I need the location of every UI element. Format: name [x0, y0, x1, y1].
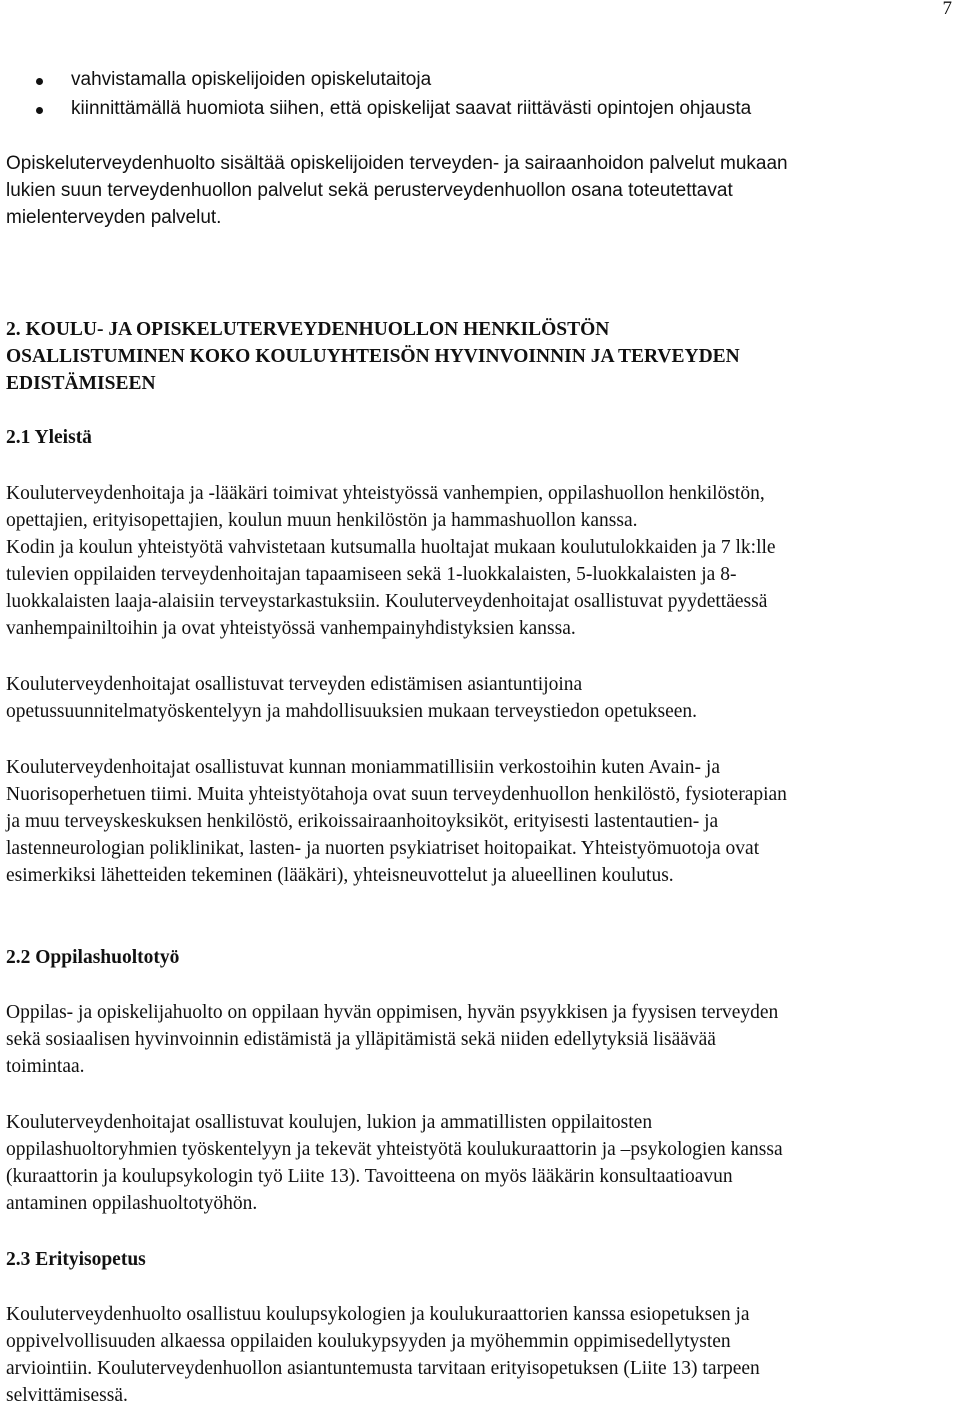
section-2-2-paragraph-1	[6, 999, 956, 1080]
section-2-1-paragraph-1	[6, 480, 956, 642]
bullet-dot-icon	[36, 78, 43, 85]
text-line: Kouluterveydenhoitajat osallistuvat kunnan moniammatillisiin verkostoihin kuten Avain- ja	[6, 757, 720, 778]
text-line: sekä sosiaalisen hyvinvoinnin edistämistä ja ylläpitämistä sekä niiden edellytyksiä lisäävää	[6, 1029, 716, 1050]
text-line: arviointiin. Kouluterveydenhuollon asiantuntemusta tarvitaan erityisopetuksen (Liite 13) tarpeen	[6, 1358, 760, 1379]
section-2-2-heading	[6, 944, 956, 971]
text-line: opetussuunnitelmatyöskentelyyn ja mahdollisuuksien mukaan terveystiedon opetukseen.	[6, 701, 698, 722]
text-line: tulevien oppilaiden terveydenhoitajan tapaamiseen sekä 1-luokkalaisten, 5-luokkalaisten ja 8-	[6, 564, 737, 585]
text-line: selvittämisessä.	[6, 1385, 128, 1406]
text-line: Kouluterveydenhoitajat osallistuvat terveyden edistämisen asiantuntijoina	[6, 674, 583, 695]
bullet-dot-icon	[36, 107, 43, 114]
text-line: Opiskeluterveydenhuolto sisältää opiskelijoiden terveyden- ja sairaanhoidon palvelut mukaan	[6, 153, 788, 174]
text-line: toimintaa.	[6, 1056, 85, 1077]
heading-line: EDISTÄMISEEN	[6, 373, 156, 394]
bullet-text: vahvistamalla opiskelijoiden opiskelutaitoja	[71, 69, 432, 90]
section-2-3-paragraph-1	[6, 1301, 956, 1409]
text-line: lukien suun terveydenhuollon palvelut sekä perusterveydenhuollon osana toteutettavat	[6, 180, 733, 201]
section-2-1-paragraph-2	[6, 671, 956, 725]
heading-line: OSALLISTUMINEN KOKO KOULUYHTEISÖN HYVINVOINNIN JA TERVEYDEN	[6, 346, 740, 367]
bullet-text: kiinnittämällä huomiota siihen, että opiskelijat saavat riittävästi opintojen ohjausta	[71, 98, 752, 119]
section-2-1-heading	[6, 424, 956, 451]
text-line: Kouluterveydenhoitajat osallistuvat koulujen, lukion ja ammatillisten oppilaitosten	[6, 1112, 653, 1133]
text-line: Oppilas- ja opiskelijahuolto on oppilaan hyvän oppimisen, hyvän psyykkisen ja fyysisen terveyden	[6, 1002, 779, 1023]
text-line: Kouluterveydenhoitaja ja -lääkäri toimivat yhteistyössä vanhempien, oppilashuollon henkilöstön,	[6, 483, 765, 504]
text-line: luokkalaisten laaja-alaisiin terveystarkastuksiin. Kouluterveydenhoitajat osallistuvat pyydettäessä	[6, 591, 768, 612]
text-line: oppilashuoltoryhmien työskentelyyn ja tekevät yhteistyötä koulukuraattorin ja –psykologien kanssa	[6, 1139, 783, 1160]
section-2-2-paragraph-2	[6, 1109, 956, 1217]
section-2-heading	[6, 316, 956, 397]
heading-line: 2.3 Erityisopetus	[6, 1249, 146, 1270]
heading-line: 2.1 Yleistä	[6, 427, 92, 448]
text-line: mielenterveyden palvelut.	[6, 207, 222, 228]
text-line: Kodin ja koulun yhteistyötä vahvistetaan kutsumalla huoltajat mukaan koulutulokkaiden ja 7 lk:lle	[6, 537, 776, 558]
section-2-1-paragraph-3	[6, 754, 956, 889]
text-line: opettajien, erityisopettajien, koulun muun henkilöstön ja hammashuollon kanssa.	[6, 510, 638, 531]
text-line: lastenneurologian poliklinikat, lasten- ja nuorten psykiatriset hoitopaikat. Yhteistyömuotoja ovat	[6, 838, 760, 859]
intro-paragraph	[6, 150, 956, 231]
heading-line: 2.2 Oppilashuoltotyö	[6, 947, 180, 968]
heading-line: 2. KOULU- JA OPISKELUTERVEYDENHUOLLON HENKILÖSTÖN	[6, 319, 610, 340]
text-line: Nuorisoperhetuen tiimi. Muita yhteistyötahoja ovat suun terveydenhuollon henkilöstö, fysioterapian	[6, 784, 787, 805]
page-number: 7	[942, 0, 952, 19]
text-line: vanhempainiltoihin ja ovat yhteistyössä vanhempainyhdistyksien kanssa.	[6, 618, 576, 639]
text-line: Kouluterveydenhuolto osallistuu koulupsykologien ja koulukuraattorien kanssa esiopetuksen ja	[6, 1304, 750, 1325]
text-line: oppivelvollisuuden alkaessa oppilaiden koulukypsyyden ja myöhemmin oppimisedellytysten	[6, 1331, 731, 1352]
text-line: antaminen oppilashuoltotyöhön.	[6, 1193, 258, 1214]
text-line: (kuraattorin ja koulupsykologin työ Liite 13). Tavoitteena on myös lääkärin konsultaatioavun	[6, 1166, 733, 1187]
text-line: ja muu terveyskeskuksen henkilöstö, erikoissairaanhoitoyksiköt, erityisesti lastentautien- ja	[6, 811, 719, 832]
section-2-3-heading	[6, 1246, 956, 1273]
text-line: esimerkiksi lähetteiden tekeminen (lääkäri), yhteisneuvottelut ja alueellinen koulutus.	[6, 865, 674, 886]
